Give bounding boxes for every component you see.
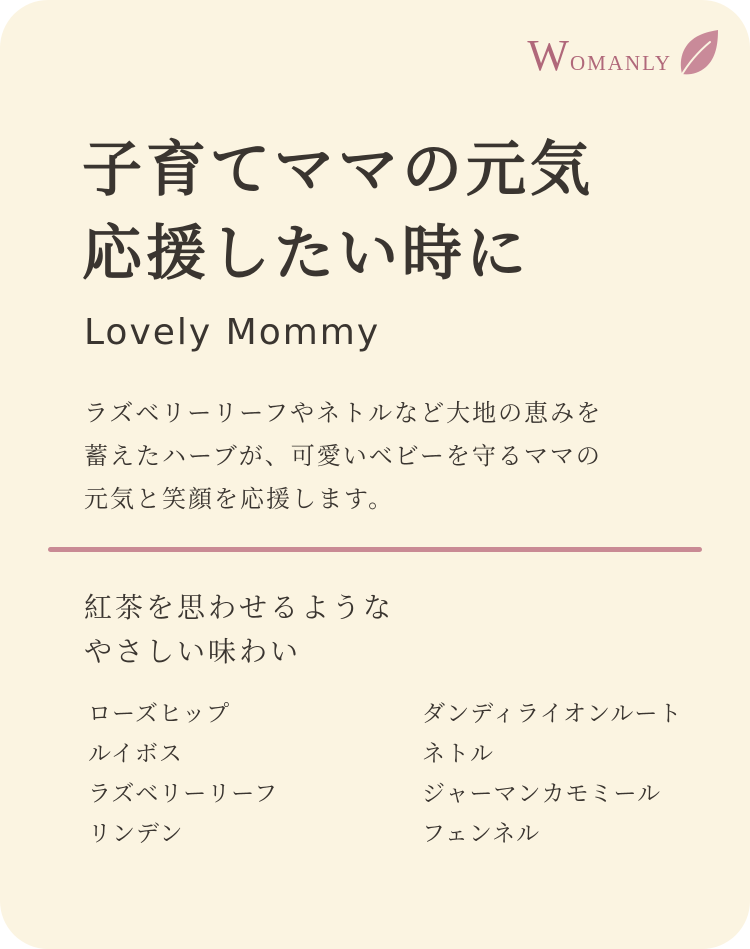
- ingredients-list: [88, 698, 708, 850]
- section-divider: [48, 547, 702, 552]
- description-line-3: 元気と笑顔を応援します。: [84, 485, 395, 513]
- ingredient-item: ネトル: [422, 741, 494, 767]
- taste-heading: [84, 586, 394, 674]
- ingredient-item: ローズヒップ: [88, 701, 231, 727]
- ingredient-item: ジャーマンカモミール: [422, 781, 662, 807]
- description-line-1: ラズベリーリーフやネトルなど大地の恵みを: [84, 399, 603, 427]
- ingredient-item: ダンディライオンルート: [422, 701, 683, 727]
- ingredient-item: ルイボス: [88, 741, 183, 767]
- ingredient-item: ラズベリーリーフ: [88, 781, 279, 807]
- taste-line-2: やさしい味わい: [84, 635, 302, 668]
- ingredient-item: フェンネル: [422, 821, 541, 847]
- brand-initial: W: [527, 31, 570, 80]
- product-description: [84, 392, 602, 521]
- ingredients-column-right: [422, 698, 708, 850]
- headline-line-1: 子育てママの元気: [82, 135, 594, 205]
- product-subtitle: Lovely Mommy: [84, 312, 381, 353]
- brand-logo: [527, 28, 720, 78]
- ingredients-column-left: [88, 698, 422, 850]
- ingredient-item: リンデン: [88, 821, 184, 847]
- taste-line-1: 紅茶を思わせるような: [84, 591, 395, 624]
- leaf-icon: [676, 28, 720, 78]
- headline: [82, 128, 594, 296]
- headline-line-2: 応援したい時に: [82, 219, 530, 289]
- description-line-2: 蓄えたハーブが、可愛いベビーを守るママの: [84, 442, 602, 470]
- brand-rest: OMANLY: [569, 51, 672, 75]
- brand-name: [527, 31, 672, 80]
